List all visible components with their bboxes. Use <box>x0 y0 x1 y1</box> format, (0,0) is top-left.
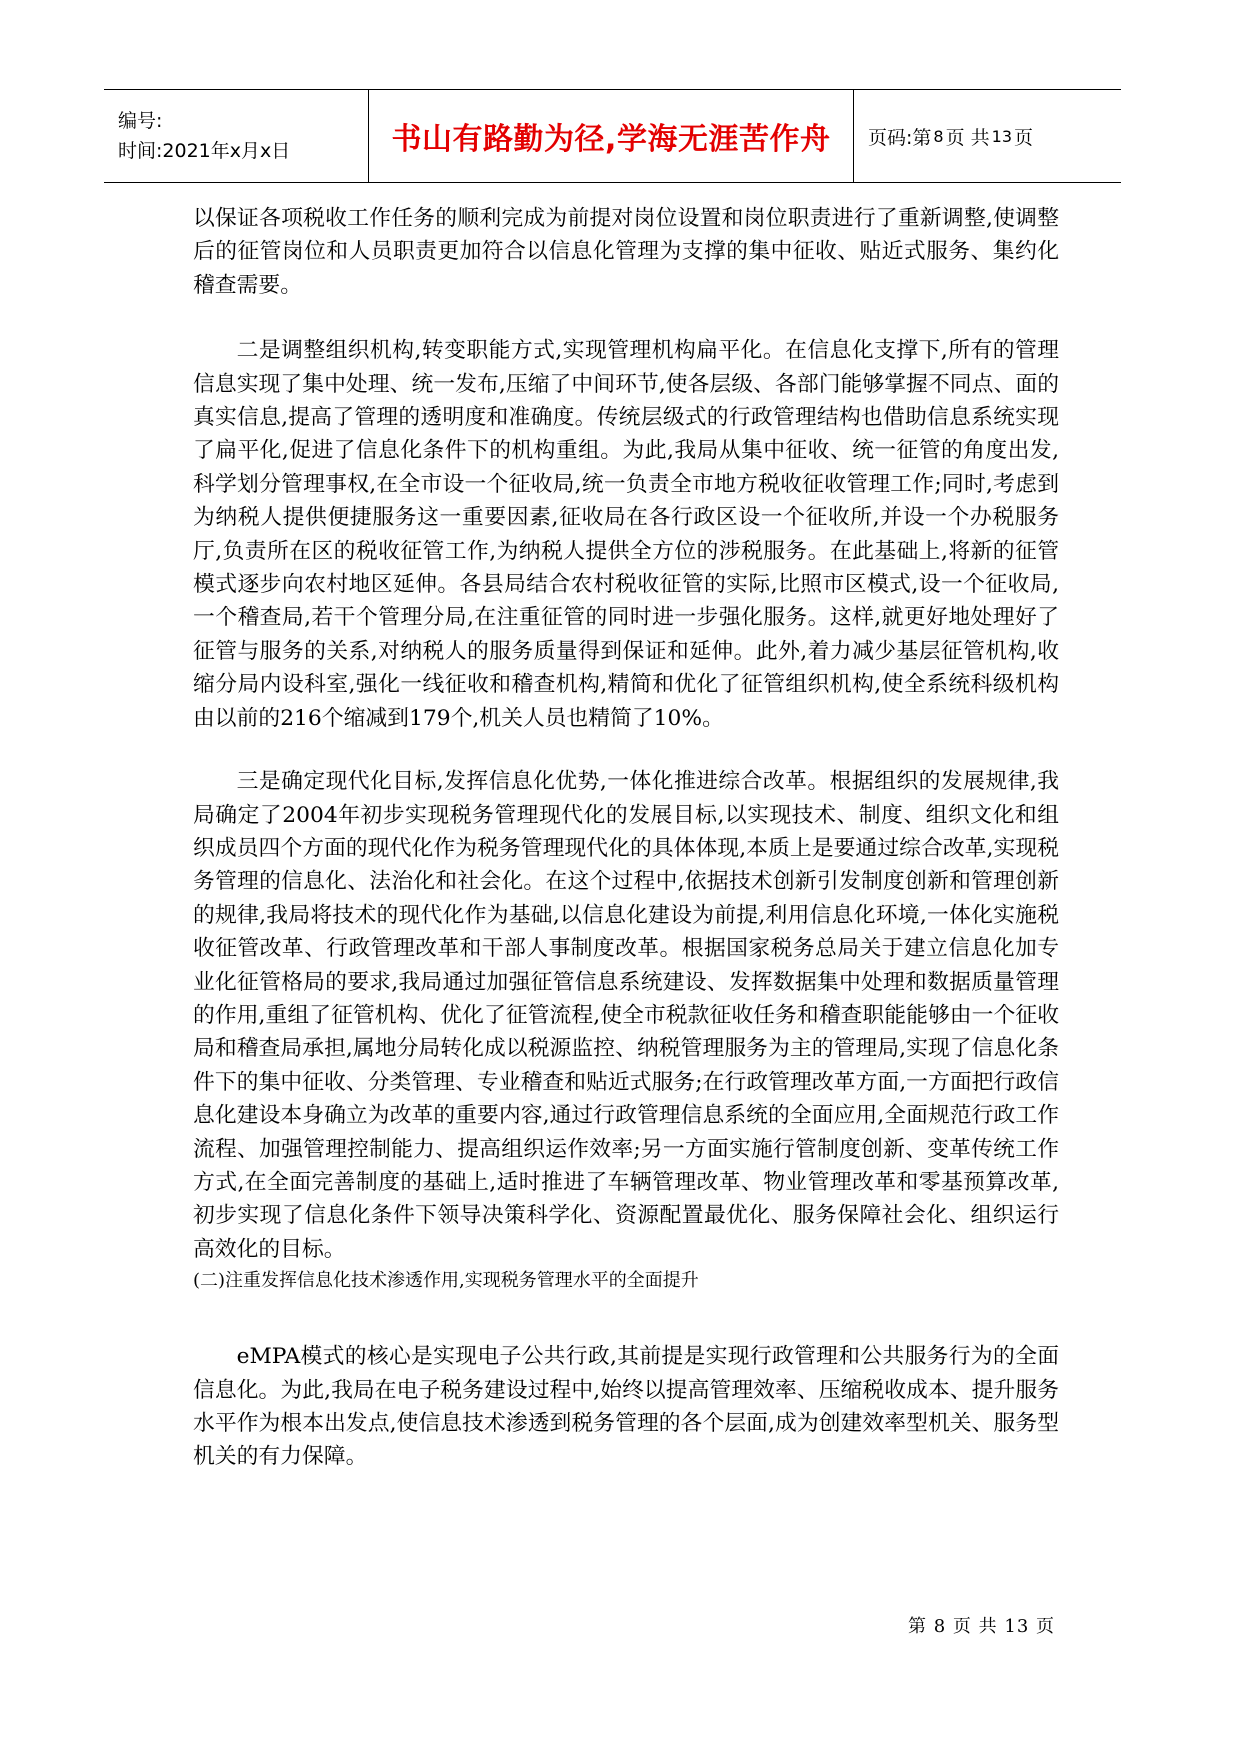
time-label: 时间:2021年x月x日 <box>118 140 291 162</box>
header-meta <box>104 90 369 182</box>
page-header <box>104 89 1121 183</box>
page-total: 13 <box>991 126 1012 146</box>
page-mid: 页 共 <box>945 126 990 149</box>
page-suffix: 页 <box>1014 126 1034 149</box>
page-footer: 第 8 页 共 13 页 <box>908 1616 1055 1637</box>
page-current: 8 <box>933 126 944 146</box>
number-label: 编号: <box>118 110 163 132</box>
section-subheading: (二)注重发挥信息化技术渗透作用,实现税务管理水平的全面提升 <box>193 1270 699 1292</box>
motto-text: 书山有路勤为径,学海无涯苦作舟 <box>391 122 831 157</box>
paragraph-continuation: 以保证各项税收工作任务的顺利完成为前提对岗位设置和岗位职责进行了重新调整,使调整后的征管岗位和人员职责更加符合以信息化管理为支撑的集中征收、贴近式服务、集约化稽查需要。 <box>193 206 1059 298</box>
document-body <box>193 202 1059 1474</box>
header-motto <box>369 90 854 182</box>
header-page-number <box>854 90 1121 182</box>
paragraph-modernization: 三是确定现代化目标,发挥信息化优势,一体化推进综合改革。根据组织的发展规律,我局确定了2004年初步实现税务管理现代化的发展目标,以实现技术、制度、组织文化和组织成员四个方面的现代化作为税务管理现代化的具体体现,本质上是要通过综合改革,实现税务管理的信息化、法治化和社会化。在这个过程中,依据技术创新引发制度创新和管理创新的规律,我局将技术的现代化作为基础,以信息化建设为前提,利用信息化环境,一体化实施税收征管改革、行政管理改革和干部人事制度改革。根据国家税务总局关于建立信息化加专业化征管格局的要求,我局通过加强征管信息系统建设、发挥数据集中处理和数据质量管理的作用,重组了征管机构、优化了征管流程,使全市税款征收任务和稽查职能能够由一个征收局和稽查局承担,属地分局转化成以税源监控、纳税管理服务为主的管理局,实现了信息化条件下的集中征收、分类管理、专业稽查和贴近式服务;在行政管理改革方面,一方面把行政信息化建设本身确立为改革的重要内容,通过行政管理信息系统的全面应用,全面规范行政工作流程、加强管理控制能力、提高组织运作效率;另一方面实施行管制度创新、变革传统工作方式,在全面完善制度的基础上,适时推进了车辆管理改革、物业管理改革和零基预算改革,初步实现了信息化条件下领导决策科学化、资源配置最优化、服务保障社会化、组织运行高效化的目标。 <box>193 769 1059 1262</box>
page-prefix: 页码:第 <box>868 126 932 149</box>
paragraph-empa: eMPA模式的核心是实现电子公共行政,其前提是实现行政管理和公共服务行为的全面信息化。为此,我局在电子税务建设过程中,始终以提高管理效率、压缩税收成本、提升服务水平作为根本出发点,使信息技术渗透到税务管理的各个层面,成为创建效率型机关、服务型机关的有力保障。 <box>193 1344 1059 1470</box>
paragraph-org-structure: 二是调整组织机构,转变职能方式,实现管理机构扁平化。在信息化支撑下,所有的管理信息实现了集中处理、统一发布,压缩了中间环节,使各层级、各部门能够掌握不同点、面的真实信息,提高了管理的透明度和准确度。传统层级式的行政管理结构也借助信息系统实现了扁平化,促进了信息化条件下的机构重组。为此,我局从集中征收、统一征管的角度出发,科学划分管理事权,在全市设一个征收局,统一负责全市地方税收征收管理工作;同时,考虑到为纳税人提供便捷服务这一重要因素,征收局在各行政区设一个征收所,并设一个办税服务厅,负责所在区的税收征管工作,为纳税人提供全方位的涉税服务。在此基础上,将新的征管模式逐步向农村地区延伸。各县局结合农村税收征管的实际,比照市区模式,设一个征收局,一个稽查局,若干个管理分局,在注重征管的同时进一步强化服务。这样,就更好地处理好了征管与服务的关系,对纳税人的服务质量得到保证和延伸。此外,着力减少基层征管机构,收缩分局内设科室,强化一线征收和稽查机构,精简和优化了征管组织机构,使全系统科级机构由以前的216个缩减到179个,机关人员也精简了10%。 <box>193 338 1059 731</box>
